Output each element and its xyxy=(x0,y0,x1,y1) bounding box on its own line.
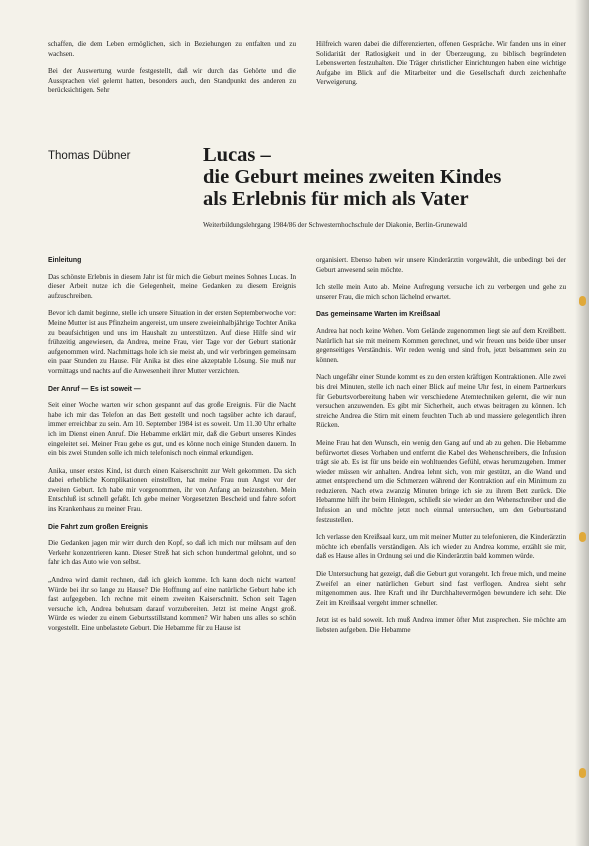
page-edge-shadow xyxy=(575,0,589,846)
paragraph: „Andrea wird damit rechnen, daß ich gleich komme. Ich kann doch nicht warten! Würde bei ihr so lange zu Hause? Die Hoffnung auf eine natürliche Geburt habe ich fast aufgegeben. Ich rechne mit einem zweiten Kaiserschnitt. Schon seit Tagen versuche ich, Andrea behutsam darauf vorzubereiten. Jetzt ist meine Angst groß. Würde es wieder zu einem Geburtsstillstand kommen? Wir haben uns alles so schön vorgestellt. Eine unbelastete Geburt. Die Hebamme für zu Hause ist xyxy=(48,576,296,632)
paragraph: Die Untersuchung hat gezeigt, daß die Geburt gut vorangeht. Ich freue mich, und meine Zweifel an einer natürlichen Geburt sind fast verflogen. Andrea sieht sehr mitgenommen aus. Ihre Kraft und ihr Durchhaltevermögen bewundere ich sehr. Die Zeit im Kreißsaal vergeht immer schneller. xyxy=(316,570,566,607)
paragraph: Seit einer Woche warten wir schon gespannt auf das große Ereignis. Für die Nacht habe ich mir das Telefon an das Bett gestellt und noch tagsüber achte ich darauf, immer erreichbar zu sein. Am 10. September 1984 ist es soweit. Um 11.30 Uhr erhalte ich im Dienst einen Anruf. Die Hebamme erklärt mir, daß die Geburt unseres Kindes eingeleitet sei. Meiner Frau gehe es gut, und es könne noch einige Stunden dauern. In ein bis zwei Stunden solle ich mich telefonisch noch einmal erkundigen. xyxy=(48,401,296,458)
title-line: als Erlebnis für mich als Vater xyxy=(203,188,469,210)
right-body-column xyxy=(316,256,566,644)
section-heading: Das gemeinsame Warten im Kreißsaal xyxy=(316,311,441,319)
paragraph: Anika, unser erstes Kind, ist durch einen Kaiserschnitt zur Welt gekommen. Da sich dabei erhebliche Komplikationen einstellten, hat meine Frau nun Angst vor der zweiten Geburt. Ich habe mir vorgenommen, ihr von Anfang an beizustehen. Mein Entschluß ist schnell gefaßt. Ich gebe meiner Vorgesetzten Bescheid und fahre sofort ins Krankenhaus zu meiner Frau. xyxy=(48,466,296,514)
paragraph: Meine Frau hat den Wunsch, ein wenig den Gang auf und ab zu gehen. Die Hebamme befürwortet dieses Vorhaben und entfernt die Kabel des Wehenschreibers, die Infusion trägt sie ab. Es ist für uns beide ein wohltuendes Gefühl, etwas herumzugehen. Immer wieder müssen wir anhalten. Andrea lehnt sich, von mir gestützt, an die Wand und atmet entsprechend um die Schmerzen während der Kontraktion auf ein Minimum zu reduzieren. Nach etwa zwanzig Minuten bringe ich sie zu ihrem Bett zurück. Die Hebamme hilft ihr beim Hinlegen, schließt sie wieder an den Wehenschreiber und die Infusion an und möchte jetzt noch einmal untersuchen, um den Geburtsstand festzustellen. xyxy=(316,438,566,524)
top-left-column xyxy=(48,40,296,104)
article-title xyxy=(203,144,563,210)
paragraph: Nach ungefähr einer Stunde kommt es zu den ersten kräftigen Kontraktionen. Alle zwei bis drei Minuten, stelle ich nach einer Blick auf meine Uhr fest, in einem Partnerkurs für Geburtsvorbereitung haben wir verschiedene Atemtechniken gelernt, die wir nun versuchen anzuwenden. Es gibt mir Sicherheit, auch etwas beitragen zu können. Ich streiche Andrea die Stirn mit einem feuchten Tuch ab und massiere gelegentlich ihren Rücken. xyxy=(316,373,566,430)
title-line: Lucas – xyxy=(203,144,271,166)
paragraph: Jetzt ist es bald soweit. Ich muß Andrea immer öfter Mut zusprechen. Sie möchte am liebsten aufgeben. Die Hebamme xyxy=(316,616,566,634)
paragraph: Das schönste Erlebnis in diesem Jahr ist für mich die Geburt meines Sohnes Lucas. In dieser Arbeit nutze ich die Gelegenheit, meine Gedanken zu diesem Ereignis aufzuschreiben. xyxy=(48,272,296,300)
article-author: Thomas Dübner xyxy=(48,150,131,162)
section-heading: Die Fahrt zum großen Ereignis xyxy=(48,523,148,531)
paragraph: Bei der Auswertung wurde festgestellt, daß wir durch das Gehörte und die Aussprachen viel gelernt hatten, besonders auch, den Standpunkt des anderen zu berücksichtigen. Sehr xyxy=(48,67,296,95)
top-right-column xyxy=(316,40,566,96)
binding-tab-marker xyxy=(579,532,586,542)
title-line: die Geburt meines zweiten Kindes xyxy=(203,166,502,188)
paragraph: schaffen, die dem Leben ermöglichen, sich in Beziehungen zu entfalten und zu wachsen. xyxy=(48,40,296,58)
paragraph: Andrea hat noch keine Wehen. Vom Gelände zugenommen liegt sie auf dem Kreißbett. Natürlich hat sie mit meinem Kommen gerechnet, und wir freuen uns beide über unser gegenseitiges Verständnis. Wir reden wenig und sind froh, jetzt beisammen sein zu können. xyxy=(316,326,566,364)
paragraph: organisiert. Ebenso haben wir unsere Kinderärztin vorgewählt, die unbedingt bei der Geburt anwesend sein möchte. xyxy=(316,256,566,274)
paragraph: Die Gedanken jagen mir wirr durch den Kopf, so daß ich mich nur mühsam auf den Verkehr konzentrieren kann. Dieser Streß hat sich schon hundertmal gelohnt, und so fahr ich das Auto wie von selbst. xyxy=(48,539,296,567)
paragraph: Ich stelle mein Auto ab. Meine Aufregung versuche ich zu verbergen und gehe zu unserer Frau, die mich schon lächelnd erwartet. xyxy=(316,283,566,301)
left-body-column xyxy=(48,256,296,642)
article-subtitle: Weiterbildungslehrgang 1984/86 der Schwesternhochschule der Diakonie, Berlin-Grunewald xyxy=(203,221,467,229)
paragraph: Ich verlasse den Kreißsaal kurz, um mit meiner Mutter zu telefonieren, die Kinderärztin möchte ich ebenfalls verständigen. Als ich wieder zu Andrea komme, erzählt sie mir, daß es Hause alles in Ordnung sei und die Kinderärztin bald kommen würde. xyxy=(316,533,566,561)
binding-tab-marker xyxy=(579,768,586,778)
paragraph: Bevor ich damit beginne, stelle ich unsere Situation in der ersten Septemberwoche vor: Meine Mutter ist aus Pfinzheim angereist, um unsere zweieinhalbjährige Tochter Anika zu beaufsichtigen und uns im Haushalt zu unterstützen. Auf diese Hilfe sind wir frühzeitig angewiesen, da Andrea, meine Frau, vier Tage vor der Geburt stationär aufgenommen wird. Nachmittags hole ich sie meist ab, und wir verbringen gemeinsam ein paar Stunden zu Hause. Für Anika ist dies eine akzeptable Lösung. Sie muß nur vormittags und nachts auf die Anwesenheit ihrer Mutter verzichten. xyxy=(48,309,296,375)
paragraph: Hilfreich waren dabei die differenzierten, offenen Gespräche. Wir fanden uns in einer Solidarität der Ratlosigkeit und in der Überzeugung, zu biblisch begründeten Lebenswerten festzuhalten. Die Träger christlicher Einrichtungen haben eine wichtige Aufgabe im Blick auf die Mitarbeiter und die Gesellschaft durch zeichenhafte Verweigerung. xyxy=(316,40,566,87)
binding-tab-marker xyxy=(579,296,586,306)
section-heading: Einleitung xyxy=(48,257,82,264)
section-heading: Der Anruf — Es ist soweit — xyxy=(48,385,141,393)
